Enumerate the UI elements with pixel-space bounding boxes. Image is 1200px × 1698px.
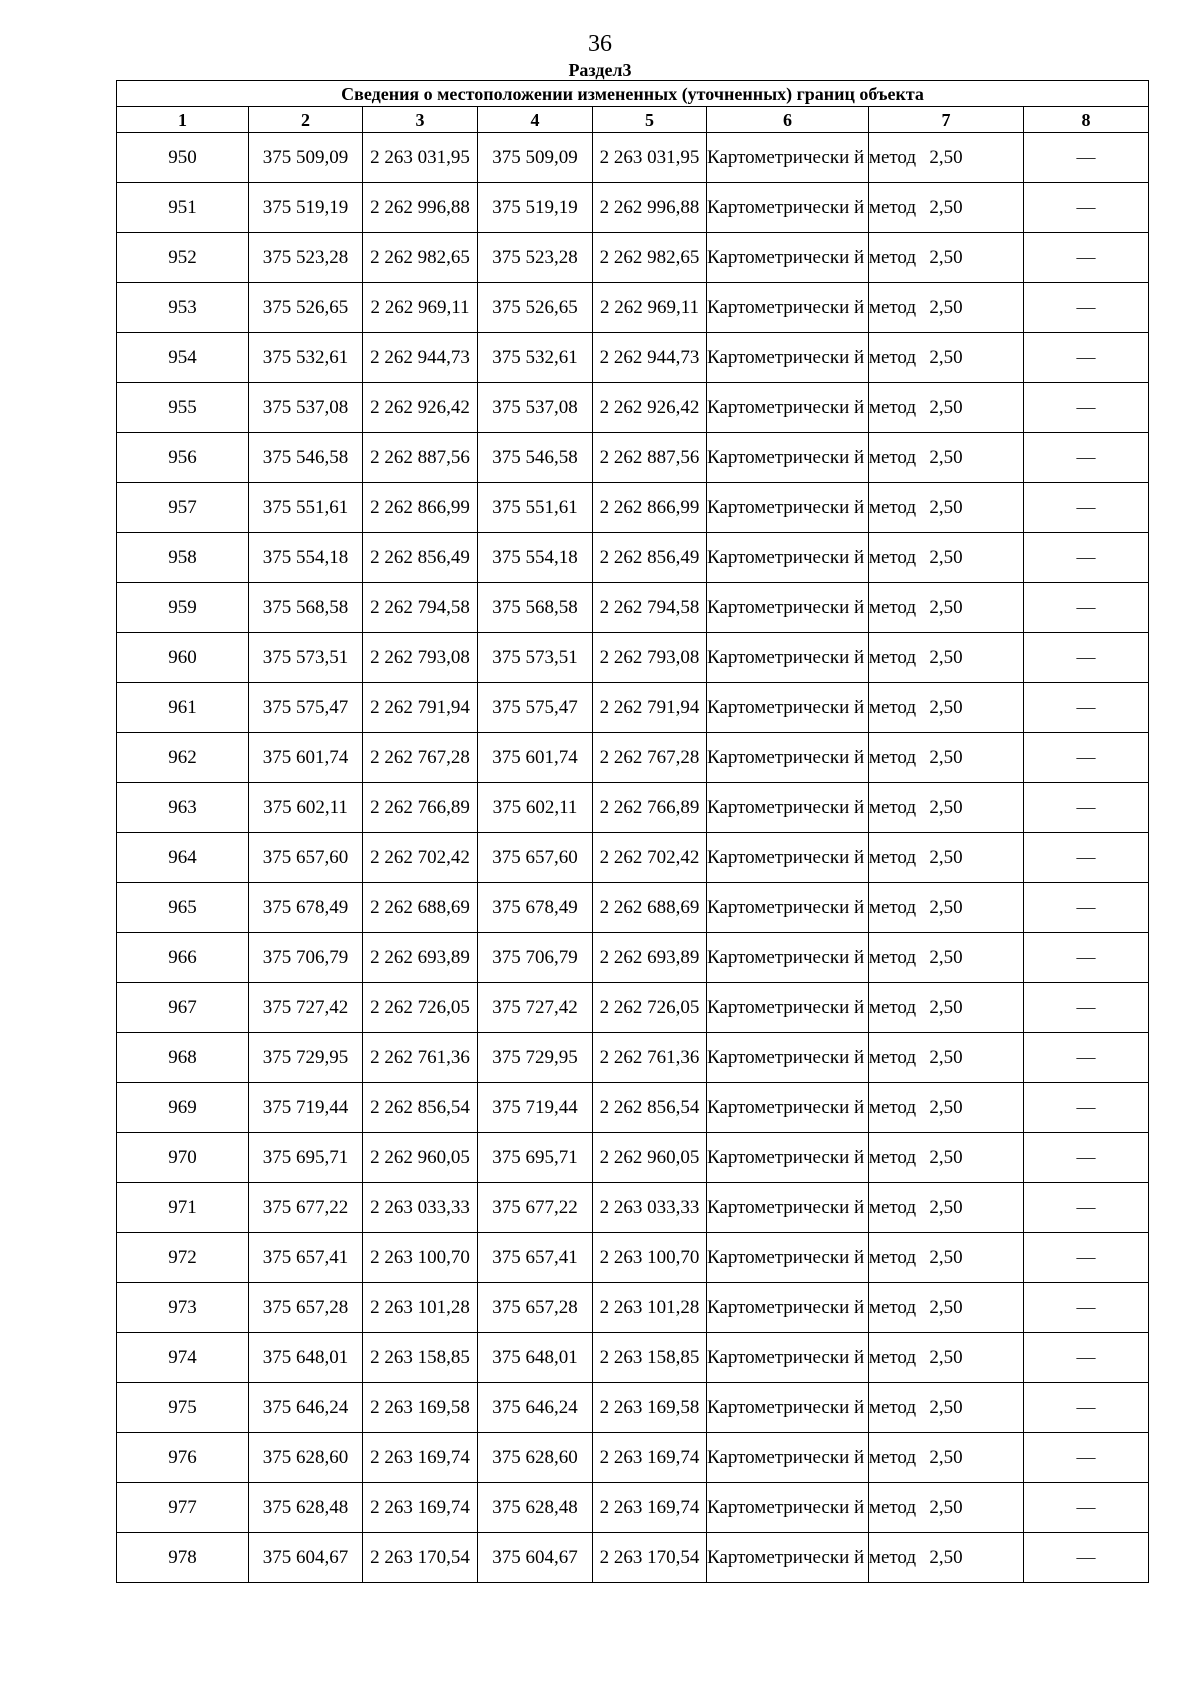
- point-number-cell: 954: [117, 333, 249, 383]
- y-old-cell: 2 262 887,56: [363, 433, 478, 483]
- point-number-cell: 967: [117, 983, 249, 1033]
- y-old-cell: 2 262 693,89: [363, 933, 478, 983]
- method-cell: Картометрически й метод: [707, 683, 869, 733]
- table-row: [117, 883, 1149, 933]
- accuracy-cell: 2,50: [869, 1083, 1024, 1133]
- column-numbers-row: [117, 107, 1149, 133]
- point-number-cell: 953: [117, 283, 249, 333]
- description-cell: —: [1024, 1083, 1149, 1133]
- table-row: [117, 583, 1149, 633]
- x-old-cell: 375 526,65: [249, 283, 363, 333]
- x-new-cell: 375 602,11: [478, 783, 593, 833]
- x-new-cell: 375 706,79: [478, 933, 593, 983]
- accuracy-cell: 2,50: [869, 1133, 1024, 1183]
- column-number-3: 3: [363, 107, 478, 133]
- description-cell: —: [1024, 983, 1149, 1033]
- x-old-cell: 375 657,41: [249, 1233, 363, 1283]
- x-old-cell: 375 601,74: [249, 733, 363, 783]
- x-new-cell: 375 657,60: [478, 833, 593, 883]
- y-old-cell: 2 262 960,05: [363, 1133, 478, 1183]
- y-old-cell: 2 262 944,73: [363, 333, 478, 383]
- y-old-cell: 2 263 169,58: [363, 1383, 478, 1433]
- y-old-cell: 2 263 170,54: [363, 1533, 478, 1583]
- x-new-cell: 375 509,09: [478, 133, 593, 183]
- x-new-cell: 375 551,61: [478, 483, 593, 533]
- y-new-cell: 2 263 170,54: [593, 1533, 707, 1583]
- point-number-cell: 970: [117, 1133, 249, 1183]
- point-number-cell: 976: [117, 1433, 249, 1483]
- accuracy-cell: 2,50: [869, 1033, 1024, 1083]
- column-number-5: 5: [593, 107, 707, 133]
- x-old-cell: 375 602,11: [249, 783, 363, 833]
- y-old-cell: 2 262 791,94: [363, 683, 478, 733]
- table-caption: Сведения о местоположении измененных (уточненных) границ объекта: [117, 81, 1149, 107]
- x-new-cell: 375 537,08: [478, 383, 593, 433]
- method-cell: Картометрически й метод: [707, 333, 869, 383]
- method-cell: Картометрически й метод: [707, 133, 869, 183]
- method-cell: Картометрически й метод: [707, 633, 869, 683]
- method-cell: Картометрически й метод: [707, 783, 869, 833]
- x-old-cell: 375 554,18: [249, 533, 363, 583]
- x-old-cell: 375 628,48: [249, 1483, 363, 1533]
- y-old-cell: 2 263 031,95: [363, 133, 478, 183]
- method-cell: Картометрически й метод: [707, 1433, 869, 1483]
- description-cell: —: [1024, 683, 1149, 733]
- table-row: [117, 1133, 1149, 1183]
- x-old-cell: 375 628,60: [249, 1433, 363, 1483]
- table-row: [117, 533, 1149, 583]
- point-number-cell: 964: [117, 833, 249, 883]
- accuracy-cell: 2,50: [869, 483, 1024, 533]
- accuracy-cell: 2,50: [869, 1483, 1024, 1533]
- y-old-cell: 2 262 996,88: [363, 183, 478, 233]
- x-new-cell: 375 604,67: [478, 1533, 593, 1583]
- x-new-cell: 375 546,58: [478, 433, 593, 483]
- accuracy-cell: 2,50: [869, 283, 1024, 333]
- y-new-cell: 2 262 944,73: [593, 333, 707, 383]
- y-new-cell: 2 262 688,69: [593, 883, 707, 933]
- description-cell: —: [1024, 433, 1149, 483]
- y-old-cell: 2 263 158,85: [363, 1333, 478, 1383]
- accuracy-cell: 2,50: [869, 333, 1024, 383]
- point-number-cell: 959: [117, 583, 249, 633]
- description-cell: —: [1024, 933, 1149, 983]
- x-old-cell: 375 729,95: [249, 1033, 363, 1083]
- description-cell: —: [1024, 1183, 1149, 1233]
- table-row: [117, 833, 1149, 883]
- accuracy-cell: 2,50: [869, 983, 1024, 1033]
- description-cell: —: [1024, 1283, 1149, 1333]
- accuracy-cell: 2,50: [869, 883, 1024, 933]
- x-old-cell: 375 532,61: [249, 333, 363, 383]
- table-row: [117, 1183, 1149, 1233]
- y-new-cell: 2 263 158,85: [593, 1333, 707, 1383]
- table-row: [117, 1433, 1149, 1483]
- accuracy-cell: 2,50: [869, 383, 1024, 433]
- y-new-cell: 2 262 996,88: [593, 183, 707, 233]
- y-new-cell: 2 262 982,65: [593, 233, 707, 283]
- accuracy-cell: 2,50: [869, 1433, 1024, 1483]
- method-cell: Картометрически й метод: [707, 233, 869, 283]
- description-cell: —: [1024, 883, 1149, 933]
- section-title: Раздел3: [568, 60, 632, 80]
- x-new-cell: 375 657,41: [478, 1233, 593, 1283]
- x-new-cell: 375 601,74: [478, 733, 593, 783]
- accuracy-cell: 2,50: [869, 233, 1024, 283]
- y-new-cell: 2 262 887,56: [593, 433, 707, 483]
- table-body: [117, 133, 1149, 1583]
- x-new-cell: 375 648,01: [478, 1333, 593, 1383]
- y-new-cell: 2 262 726,05: [593, 983, 707, 1033]
- table-row: [117, 733, 1149, 783]
- x-new-cell: 375 719,44: [478, 1083, 593, 1133]
- point-number-cell: 972: [117, 1233, 249, 1283]
- y-old-cell: 2 262 856,54: [363, 1083, 478, 1133]
- y-old-cell: 2 262 767,28: [363, 733, 478, 783]
- column-number-4: 4: [478, 107, 593, 133]
- point-number-cell: 966: [117, 933, 249, 983]
- point-number-cell: 971: [117, 1183, 249, 1233]
- y-old-cell: 2 262 794,58: [363, 583, 478, 633]
- x-old-cell: 375 727,42: [249, 983, 363, 1033]
- y-new-cell: 2 262 767,28: [593, 733, 707, 783]
- description-cell: —: [1024, 333, 1149, 383]
- x-new-cell: 375 568,58: [478, 583, 593, 633]
- description-cell: —: [1024, 633, 1149, 683]
- x-old-cell: 375 568,58: [249, 583, 363, 633]
- table-row: [117, 933, 1149, 983]
- y-old-cell: 2 263 033,33: [363, 1183, 478, 1233]
- y-new-cell: 2 263 031,95: [593, 133, 707, 183]
- x-old-cell: 375 678,49: [249, 883, 363, 933]
- accuracy-cell: 2,50: [869, 633, 1024, 683]
- description-cell: —: [1024, 1483, 1149, 1533]
- description-cell: —: [1024, 1233, 1149, 1283]
- accuracy-cell: 2,50: [869, 1333, 1024, 1383]
- table-row: [117, 1533, 1149, 1583]
- y-new-cell: 2 262 791,94: [593, 683, 707, 733]
- y-old-cell: 2 262 726,05: [363, 983, 478, 1033]
- accuracy-cell: 2,50: [869, 583, 1024, 633]
- accuracy-cell: 2,50: [869, 783, 1024, 833]
- description-cell: —: [1024, 1383, 1149, 1433]
- table-row: [117, 983, 1149, 1033]
- table-row: [117, 333, 1149, 383]
- method-cell: Картометрически й метод: [707, 733, 869, 783]
- y-old-cell: 2 263 100,70: [363, 1233, 478, 1283]
- method-cell: Картометрически й метод: [707, 1083, 869, 1133]
- accuracy-cell: 2,50: [869, 1383, 1024, 1433]
- description-cell: —: [1024, 233, 1149, 283]
- accuracy-cell: 2,50: [869, 133, 1024, 183]
- table-row: [117, 1383, 1149, 1433]
- table-row: [117, 383, 1149, 433]
- y-old-cell: 2 263 169,74: [363, 1483, 478, 1533]
- method-cell: Картометрически й метод: [707, 1533, 869, 1583]
- accuracy-cell: 2,50: [869, 533, 1024, 583]
- method-cell: Картометрически й метод: [707, 1133, 869, 1183]
- x-new-cell: 375 695,71: [478, 1133, 593, 1183]
- point-number-cell: 978: [117, 1533, 249, 1583]
- table-row: [117, 1283, 1149, 1333]
- description-cell: —: [1024, 383, 1149, 433]
- method-cell: Картометрически й метод: [707, 833, 869, 883]
- table-row: [117, 783, 1149, 833]
- accuracy-cell: 2,50: [869, 683, 1024, 733]
- y-old-cell: 2 262 688,69: [363, 883, 478, 933]
- table-row: [117, 483, 1149, 533]
- boundary-coordinates-table: [116, 80, 1149, 1583]
- x-new-cell: 375 628,48: [478, 1483, 593, 1533]
- point-number-cell: 977: [117, 1483, 249, 1533]
- point-number-cell: 973: [117, 1283, 249, 1333]
- x-old-cell: 375 575,47: [249, 683, 363, 733]
- point-number-cell: 957: [117, 483, 249, 533]
- x-new-cell: 375 677,22: [478, 1183, 593, 1233]
- y-old-cell: 2 262 702,42: [363, 833, 478, 883]
- point-number-cell: 963: [117, 783, 249, 833]
- point-number-cell: 969: [117, 1083, 249, 1133]
- x-new-cell: 375 678,49: [478, 883, 593, 933]
- point-number-cell: 955: [117, 383, 249, 433]
- x-old-cell: 375 646,24: [249, 1383, 363, 1433]
- x-old-cell: 375 573,51: [249, 633, 363, 683]
- x-new-cell: 375 532,61: [478, 333, 593, 383]
- accuracy-cell: 2,50: [869, 733, 1024, 783]
- method-cell: Картометрически й метод: [707, 1333, 869, 1383]
- y-old-cell: 2 262 793,08: [363, 633, 478, 683]
- y-new-cell: 2 262 960,05: [593, 1133, 707, 1183]
- table-row: [117, 1483, 1149, 1533]
- x-new-cell: 375 646,24: [478, 1383, 593, 1433]
- description-cell: —: [1024, 133, 1149, 183]
- y-new-cell: 2 263 100,70: [593, 1233, 707, 1283]
- method-cell: Картометрически й метод: [707, 483, 869, 533]
- y-new-cell: 2 262 794,58: [593, 583, 707, 633]
- y-new-cell: 2 262 766,89: [593, 783, 707, 833]
- x-new-cell: 375 523,28: [478, 233, 593, 283]
- x-old-cell: 375 677,22: [249, 1183, 363, 1233]
- x-new-cell: 375 729,95: [478, 1033, 593, 1083]
- point-number-cell: 965: [117, 883, 249, 933]
- table-row: [117, 433, 1149, 483]
- y-old-cell: 2 263 169,74: [363, 1433, 478, 1483]
- column-number-7: 7: [869, 107, 1024, 133]
- x-new-cell: 375 628,60: [478, 1433, 593, 1483]
- accuracy-cell: 2,50: [869, 1183, 1024, 1233]
- table-row: [117, 183, 1149, 233]
- description-cell: —: [1024, 833, 1149, 883]
- accuracy-cell: 2,50: [869, 833, 1024, 883]
- accuracy-cell: 2,50: [869, 183, 1024, 233]
- point-number-cell: 974: [117, 1333, 249, 1383]
- x-old-cell: 375 551,61: [249, 483, 363, 533]
- x-old-cell: 375 537,08: [249, 383, 363, 433]
- method-cell: Картометрически й метод: [707, 983, 869, 1033]
- x-old-cell: 375 719,44: [249, 1083, 363, 1133]
- y-new-cell: 2 262 693,89: [593, 933, 707, 983]
- description-cell: —: [1024, 1533, 1149, 1583]
- description-cell: —: [1024, 533, 1149, 583]
- table-row: [117, 1083, 1149, 1133]
- method-cell: Картометрически й метод: [707, 183, 869, 233]
- point-number-cell: 961: [117, 683, 249, 733]
- column-number-1: 1: [117, 107, 249, 133]
- x-old-cell: 375 523,28: [249, 233, 363, 283]
- table-row: [117, 283, 1149, 333]
- point-number-cell: 962: [117, 733, 249, 783]
- description-cell: —: [1024, 1433, 1149, 1483]
- x-new-cell: 375 519,19: [478, 183, 593, 233]
- method-cell: Картометрически й метод: [707, 1033, 869, 1083]
- method-cell: Картометрически й метод: [707, 1283, 869, 1333]
- accuracy-cell: 2,50: [869, 1283, 1024, 1333]
- table-row: [117, 633, 1149, 683]
- x-old-cell: 375 648,01: [249, 1333, 363, 1383]
- x-old-cell: 375 509,09: [249, 133, 363, 183]
- description-cell: —: [1024, 483, 1149, 533]
- x-new-cell: 375 526,65: [478, 283, 593, 333]
- x-new-cell: 375 727,42: [478, 983, 593, 1033]
- x-old-cell: 375 695,71: [249, 1133, 363, 1183]
- y-new-cell: 2 262 856,49: [593, 533, 707, 583]
- method-cell: Картометрически й метод: [707, 1483, 869, 1533]
- accuracy-cell: 2,50: [869, 1533, 1024, 1583]
- y-old-cell: 2 262 982,65: [363, 233, 478, 283]
- point-number-cell: 950: [117, 133, 249, 183]
- description-cell: —: [1024, 283, 1149, 333]
- table-row: [117, 683, 1149, 733]
- y-old-cell: 2 262 866,99: [363, 483, 478, 533]
- point-number-cell: 951: [117, 183, 249, 233]
- x-new-cell: 375 657,28: [478, 1283, 593, 1333]
- column-number-8: 8: [1024, 107, 1149, 133]
- description-cell: —: [1024, 1133, 1149, 1183]
- y-new-cell: 2 263 101,28: [593, 1283, 707, 1333]
- x-old-cell: 375 519,19: [249, 183, 363, 233]
- description-cell: —: [1024, 733, 1149, 783]
- y-new-cell: 2 262 702,42: [593, 833, 707, 883]
- y-new-cell: 2 263 169,58: [593, 1383, 707, 1433]
- x-new-cell: 375 573,51: [478, 633, 593, 683]
- x-new-cell: 375 575,47: [478, 683, 593, 733]
- y-new-cell: 2 262 761,36: [593, 1033, 707, 1083]
- description-cell: —: [1024, 1033, 1149, 1083]
- x-old-cell: 375 657,60: [249, 833, 363, 883]
- y-old-cell: 2 262 761,36: [363, 1033, 478, 1083]
- method-cell: Картометрически й метод: [707, 383, 869, 433]
- description-cell: —: [1024, 583, 1149, 633]
- method-cell: Картометрически й метод: [707, 883, 869, 933]
- y-new-cell: 2 263 033,33: [593, 1183, 707, 1233]
- x-new-cell: 375 554,18: [478, 533, 593, 583]
- point-number-cell: 960: [117, 633, 249, 683]
- method-cell: Картометрически й метод: [707, 533, 869, 583]
- table-row: [117, 1233, 1149, 1283]
- y-old-cell: 2 262 926,42: [363, 383, 478, 433]
- accuracy-cell: 2,50: [869, 1233, 1024, 1283]
- y-old-cell: 2 263 101,28: [363, 1283, 478, 1333]
- method-cell: Картометрически й метод: [707, 1233, 869, 1283]
- point-number-cell: 968: [117, 1033, 249, 1083]
- y-old-cell: 2 262 969,11: [363, 283, 478, 333]
- point-number-cell: 975: [117, 1383, 249, 1433]
- description-cell: —: [1024, 783, 1149, 833]
- table-row: [117, 233, 1149, 283]
- y-new-cell: 2 262 856,54: [593, 1083, 707, 1133]
- y-new-cell: 2 263 169,74: [593, 1433, 707, 1483]
- y-new-cell: 2 262 793,08: [593, 633, 707, 683]
- method-cell: Картометрически й метод: [707, 1383, 869, 1433]
- column-number-6: 6: [707, 107, 869, 133]
- y-old-cell: 2 262 766,89: [363, 783, 478, 833]
- method-cell: Картометрически й метод: [707, 1183, 869, 1233]
- point-number-cell: 958: [117, 533, 249, 583]
- x-old-cell: 375 546,58: [249, 433, 363, 483]
- x-old-cell: 375 657,28: [249, 1283, 363, 1333]
- x-old-cell: 375 604,67: [249, 1533, 363, 1583]
- method-cell: Картометрически й метод: [707, 583, 869, 633]
- accuracy-cell: 2,50: [869, 933, 1024, 983]
- method-cell: Картометрически й метод: [707, 283, 869, 333]
- x-old-cell: 375 706,79: [249, 933, 363, 983]
- y-new-cell: 2 262 866,99: [593, 483, 707, 533]
- page-number: 36: [588, 31, 612, 57]
- y-new-cell: 2 263 169,74: [593, 1483, 707, 1533]
- point-number-cell: 952: [117, 233, 249, 283]
- table-row: [117, 133, 1149, 183]
- description-cell: —: [1024, 1333, 1149, 1383]
- table-row: [117, 1033, 1149, 1083]
- table-row: [117, 1333, 1149, 1383]
- y-new-cell: 2 262 969,11: [593, 283, 707, 333]
- point-number-cell: 956: [117, 433, 249, 483]
- description-cell: —: [1024, 183, 1149, 233]
- method-cell: Картометрически й метод: [707, 933, 869, 983]
- accuracy-cell: 2,50: [869, 433, 1024, 483]
- method-cell: Картометрически й метод: [707, 433, 869, 483]
- y-old-cell: 2 262 856,49: [363, 533, 478, 583]
- column-number-2: 2: [249, 107, 363, 133]
- y-new-cell: 2 262 926,42: [593, 383, 707, 433]
